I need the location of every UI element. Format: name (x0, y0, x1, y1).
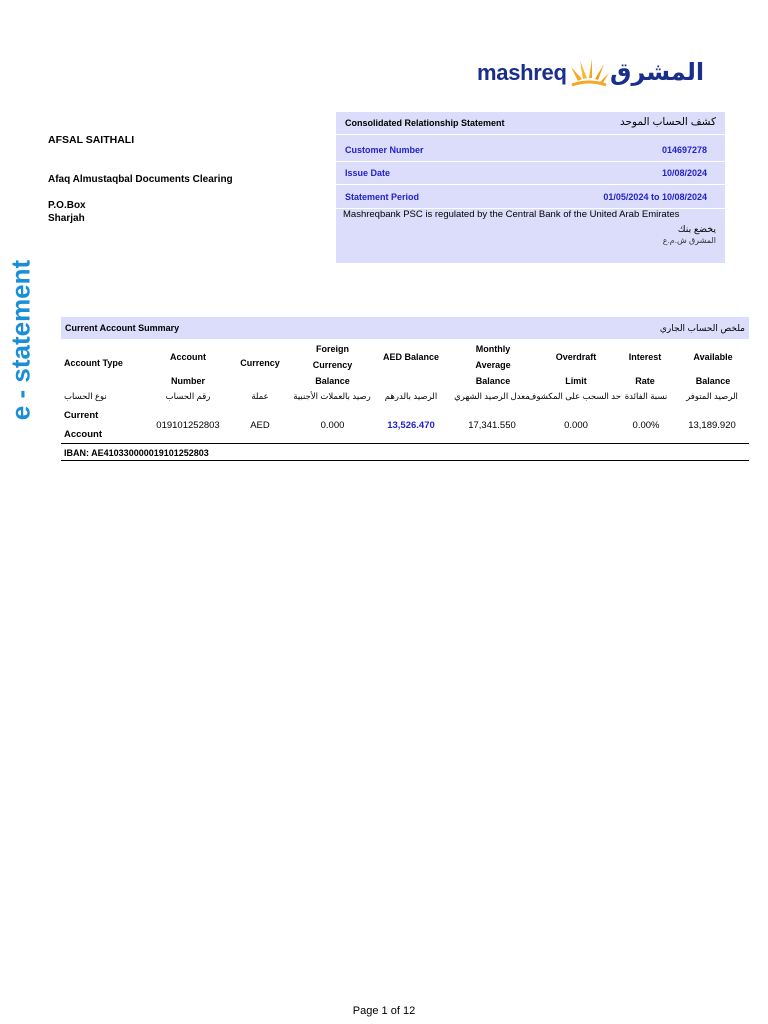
cell-account-type: Current Account (64, 410, 102, 440)
issue-date-label: Issue Date (345, 168, 391, 178)
cell-interest-rate: 0.00% (632, 420, 660, 431)
header-monthly-average-balance-arabic: معدل الرصيد الشهري (454, 391, 530, 401)
cell-aed-balance[interactable]: 13,526.470 (387, 420, 435, 431)
header-account-number-arabic: رقم الحساب (165, 391, 211, 401)
iban: IBAN: AE410330000019101252803 (64, 448, 209, 458)
header-available-balance-arabic: الرصيد المتوفر (686, 391, 738, 401)
issue-date-row (336, 162, 725, 185)
customer-number-row (336, 139, 725, 162)
header-aed-balance: AED Balance (382, 352, 440, 362)
customer-name: AFSAL SAITHALI (48, 134, 135, 146)
header-account-type-arabic: نوع الحساب (64, 391, 107, 401)
cell-foreign-currency-balance: 0.000 (320, 420, 345, 431)
table-bottom-divider (61, 460, 749, 461)
brand-name-english: mashreq (477, 60, 567, 85)
statement-period-value: 01/05/2024 to 10/08/2024 (603, 192, 707, 202)
header-foreign-currency-balance: Foreign Currency Balance (312, 344, 353, 386)
customer-number-label: Customer Number (345, 145, 424, 155)
header-overdraft-limit-arabic: حد السحب على المكشوف (527, 391, 621, 401)
account-summary-title: Current Account Summary (65, 323, 180, 333)
statement-period-label: Statement Period (345, 192, 420, 202)
sun-rays-icon (568, 57, 610, 89)
cell-account-number: 019101252803 (156, 420, 220, 431)
page-number: Page 1 of 12 (352, 1005, 416, 1017)
customer-city: Sharjah (48, 213, 85, 224)
cell-currency: AED (250, 420, 270, 431)
header-currency: Currency (240, 358, 280, 368)
cell-available-balance: 13,189.920 (688, 420, 736, 431)
issue-date-value: 10/08/2024 (661, 168, 707, 178)
statement-period-row (336, 186, 725, 209)
header-account-number: Account Number (170, 352, 206, 386)
header-monthly-average-balance: Monthly Average Balance (475, 344, 511, 386)
customer-number-value: 014697278 (661, 145, 707, 155)
header-overdraft-limit: Overdraft Limit (555, 352, 597, 386)
regulation-note-arabic-2: المشرق ش.م.ع (662, 236, 716, 245)
header-currency-arabic: عملة (251, 391, 269, 401)
cell-monthly-average-balance: 17,341.550 (468, 420, 516, 431)
brand-name-arabic: المشرق (610, 59, 705, 86)
statement-title-arabic: كشف الحساب الموحد (619, 116, 716, 128)
header-interest-rate: Interest Rate (628, 352, 662, 386)
header-aed-balance-arabic: الرصيد بالدرهم (384, 391, 438, 401)
account-summary-title-arabic: ملخص الحساب الجاري (659, 323, 745, 333)
account-summary-header (61, 317, 749, 339)
header-foreign-currency-balance-arabic: رصيد بالعملات الأجنبية (293, 391, 371, 401)
cell-overdraft-limit: 0.000 (564, 420, 588, 431)
statement-title-row (336, 112, 725, 135)
header-interest-rate-arabic: نسبة الفائدة (624, 391, 668, 401)
statement-info-box (336, 112, 725, 263)
header-account-type: Account Type (64, 358, 123, 368)
regulation-note: Mashreqbank PSC is regulated by the Central Bank of the United Arab Emirates (343, 209, 680, 220)
statement-title: Consolidated Relationship Statement (345, 118, 505, 128)
regulation-note-arabic: يخضع بنك (677, 224, 716, 235)
e-statement-label: e - statement (5, 259, 36, 421)
header-available-balance: Available Balance (693, 352, 733, 386)
customer-pobox: P.O.Box (48, 200, 86, 211)
table-divider (61, 443, 749, 444)
customer-company: Afaq Almustaqbal Documents Clearing (48, 174, 233, 185)
